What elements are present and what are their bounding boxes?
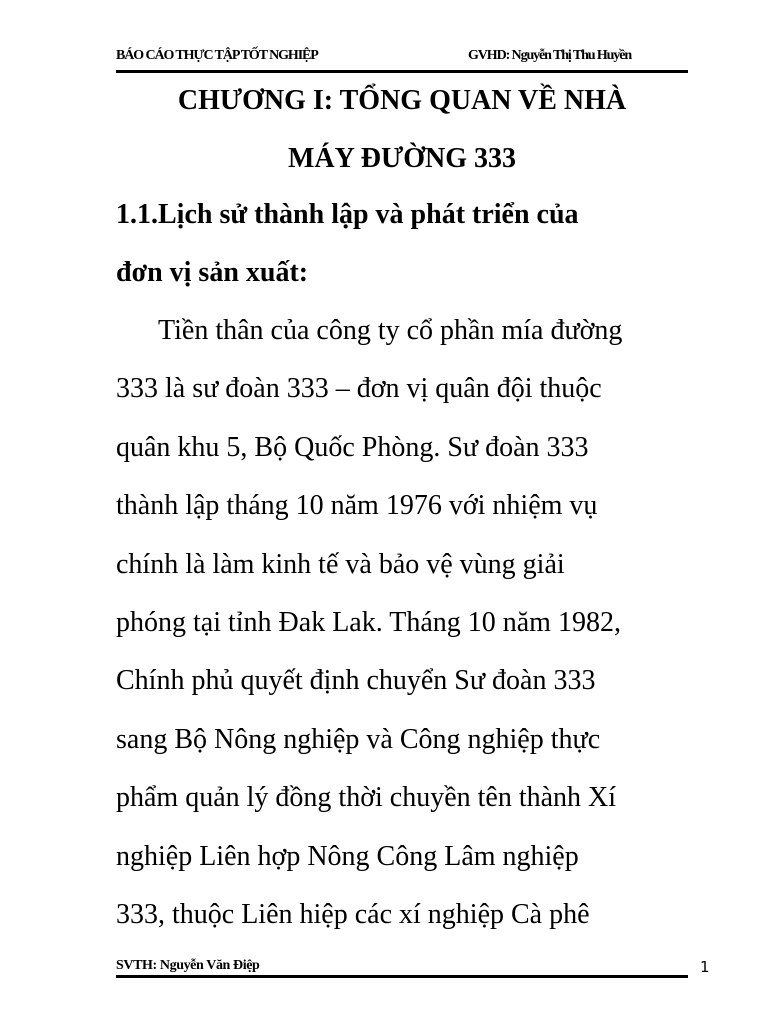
header-advisor: GVHD: Nguyễn Thị Thu Huyền	[468, 48, 632, 63]
section-heading	[116, 186, 706, 302]
header-report-title: BÁO CÁO THỰC TẬP TỐT NGHIỆP	[116, 48, 318, 63]
page-header	[116, 46, 688, 66]
body-paragraph	[116, 302, 712, 944]
section-heading-line-2: đơn vị sản xuất:	[116, 257, 309, 288]
chapter-title-line-2: MÁY ĐƯỜNG 333	[287, 143, 517, 174]
paragraph-line: phẩm quản lý đồng thời chuyền tên thành Xí	[116, 782, 617, 814]
chapter-title-line-1: CHƯƠNG I: TỔNG QUAN VỀ NHÀ	[177, 85, 627, 116]
page-number: 1	[700, 958, 710, 976]
paragraph-line: nghiệp Liên hợp Nông Công Lâm nghiệp	[116, 840, 579, 872]
chapter-title	[116, 72, 688, 188]
paragraph-line: chính là làm kinh tế và bảo vệ vùng giải	[116, 548, 565, 580]
paragraph-line: quân khu 5, Bộ Quốc Phòng. Sư đoàn 333	[116, 431, 589, 463]
paragraph-line: Tiền thân của công ty cổ phần mía đường	[158, 315, 623, 346]
paragraph-line: 333 là sư đoàn 333 – đơn vị quân đội thuộc	[116, 373, 602, 405]
footer-divider	[116, 975, 688, 978]
paragraph-line: Chính phủ quyết định chuyển Sư đoàn 333	[116, 665, 596, 697]
footer-student: SVTH: Nguyễn Văn Điệp	[116, 958, 260, 973]
paragraph-line: phóng tại tỉnh Đak Lak. Tháng 10 năm 1982,	[116, 607, 621, 639]
paragraph-line: thành lập tháng 10 năm 1976 với nhiệm vụ	[116, 490, 598, 522]
paragraph-line: sang Bộ Nông nghiệp và Công nghiệp thực	[116, 723, 601, 755]
section-heading-line-1: 1.1.Lịch sử thành lập và phát triển của	[116, 199, 579, 230]
paragraph-line: 333, thuộc Liên hiệp các xí nghiệp Cà phê	[116, 899, 590, 931]
